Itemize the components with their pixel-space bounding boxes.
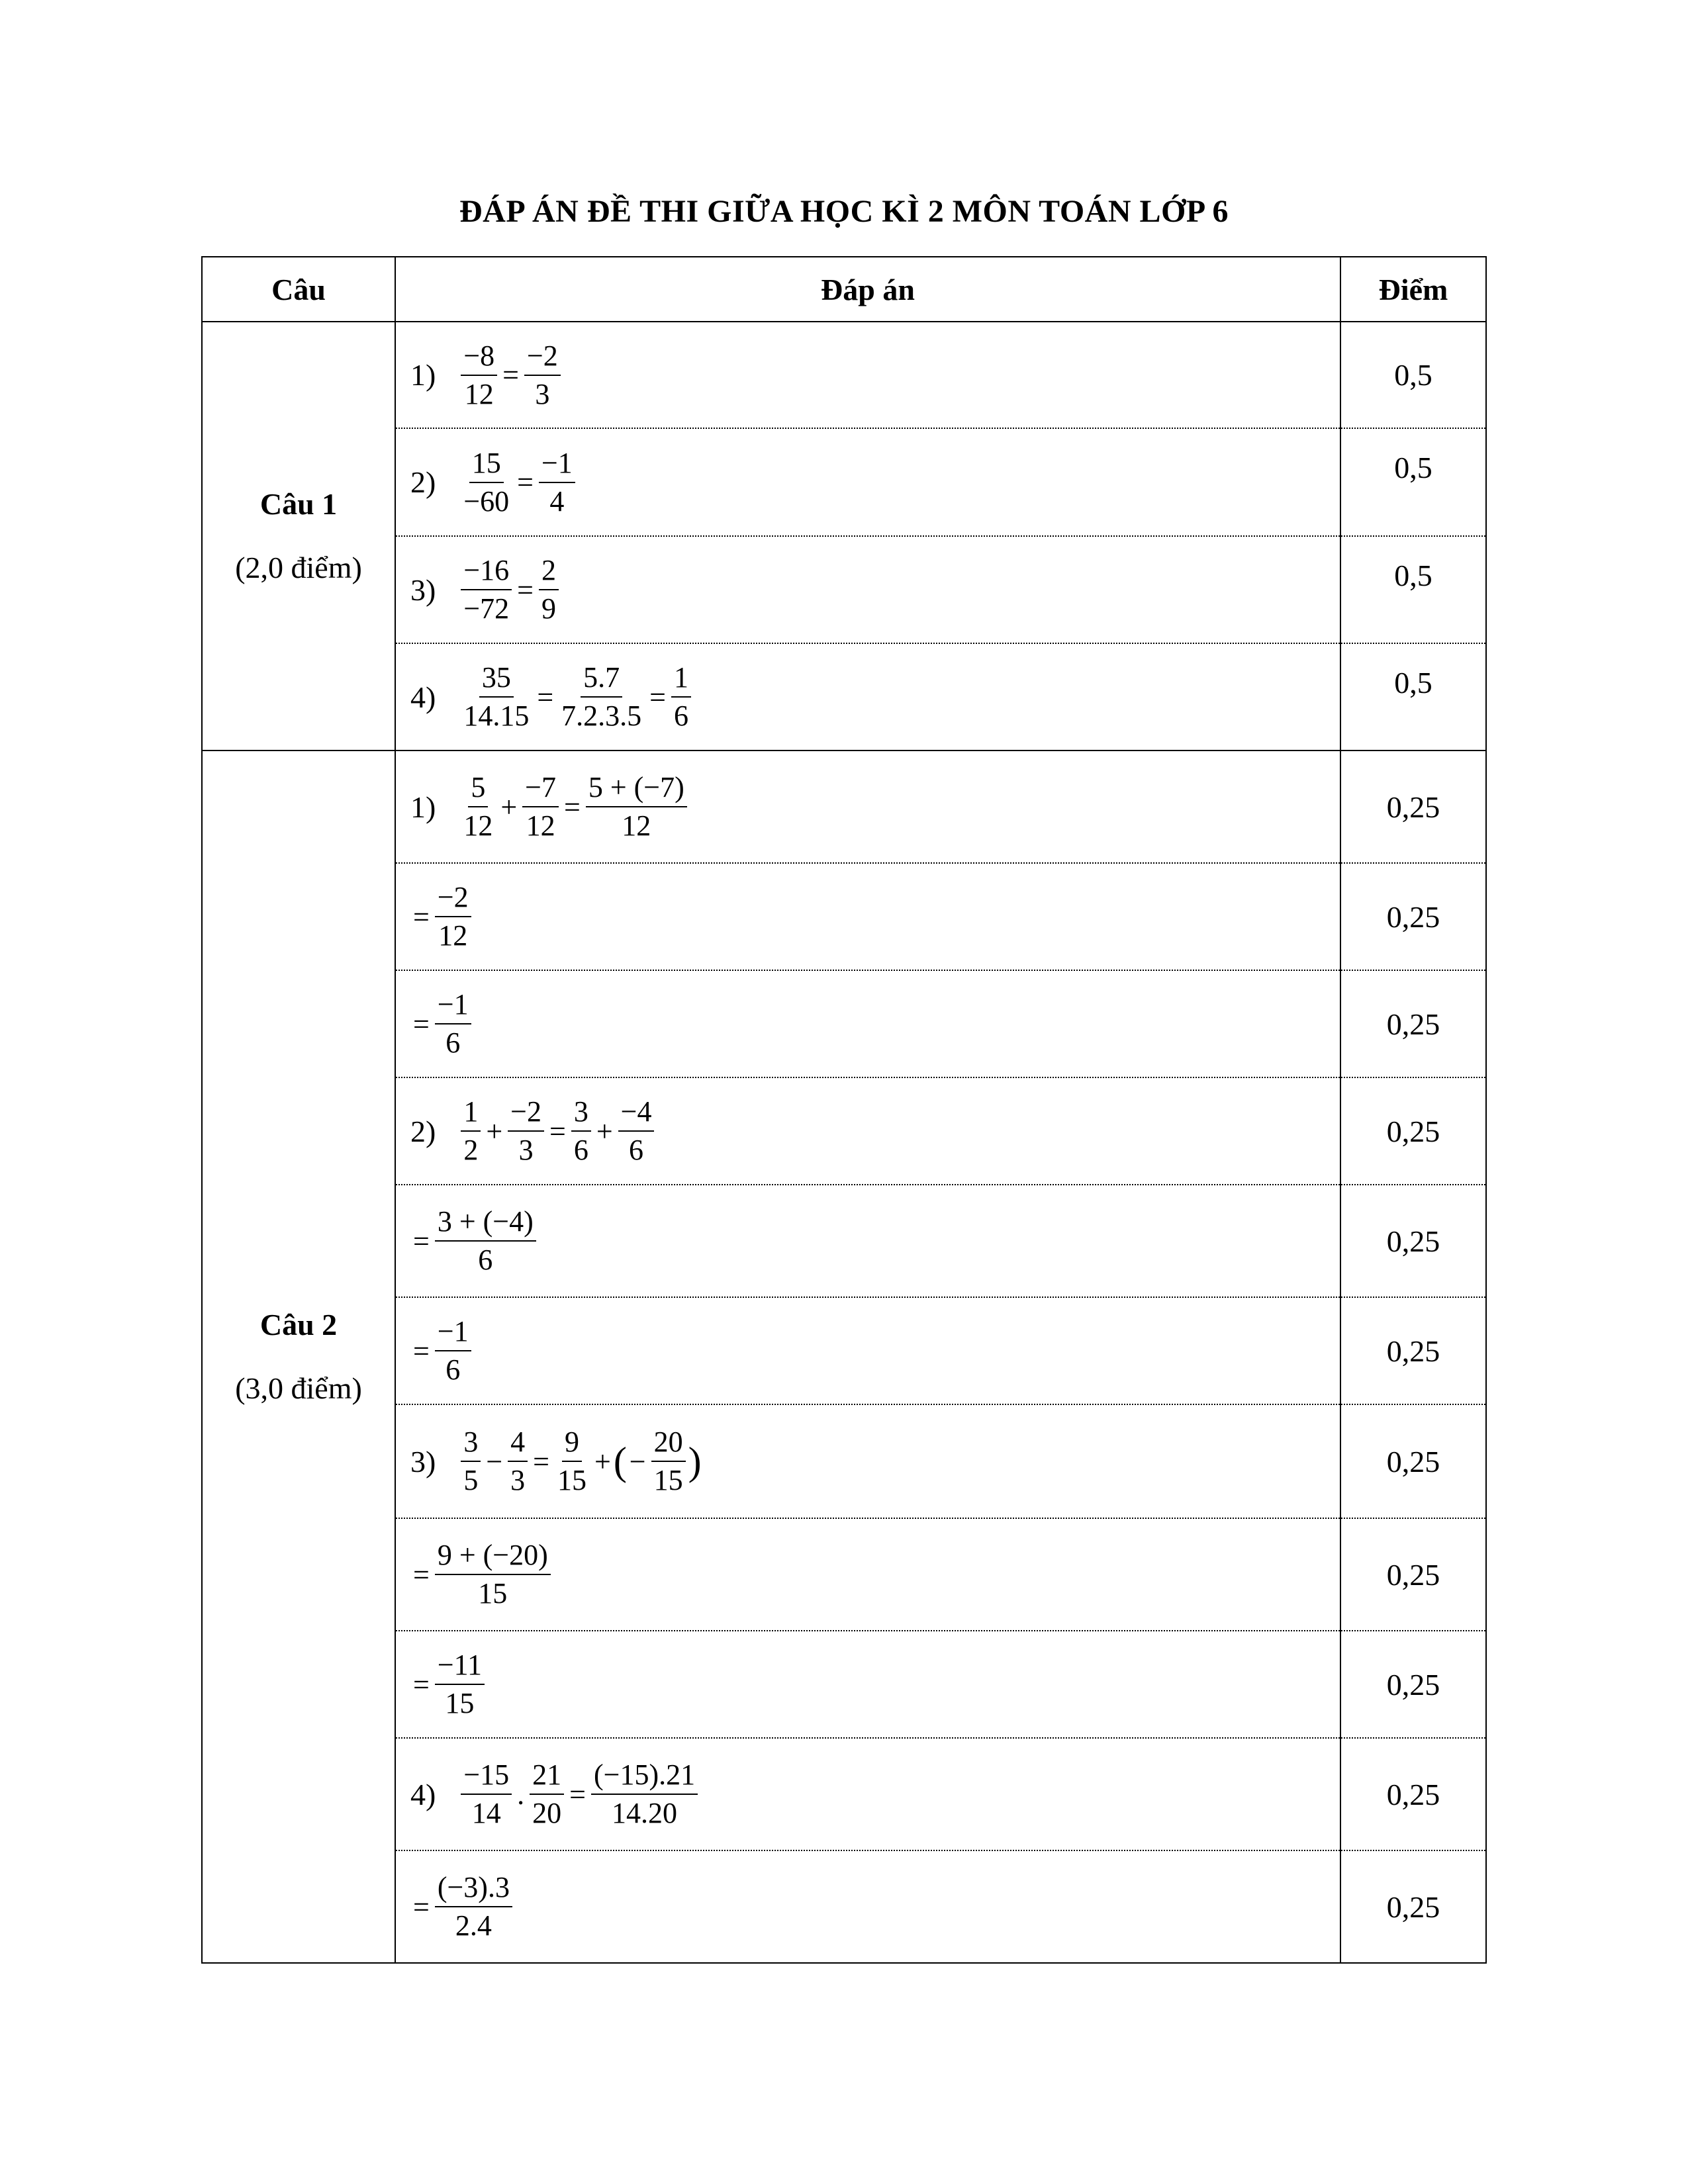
fraction: $\frac{4}{3}$ — [508, 1428, 528, 1495]
score-cell: 0,5 — [1340, 536, 1486, 643]
item-label: 4) — [410, 680, 436, 714]
fraction: $\frac{2}{9}$ — [539, 556, 559, 623]
answer-cell: = $\frac{-2}{12}$ — [395, 863, 1340, 970]
fraction: $\frac{-4}{6}$ — [618, 1097, 655, 1165]
page-title: ĐÁP ÁN ĐỀ THI GIỮA HỌC KÌ 2 MÔN TOÁN LỚP 6 — [459, 194, 1229, 229]
answer-cell: = $\frac{(-3).3}{2.4}$ — [395, 1850, 1340, 1963]
fraction: $\frac{-15}{14}$ — [461, 1760, 512, 1828]
answer-cell: = $\frac{-1}{6}$ — [395, 1297, 1340, 1404]
score-cell: 0,25 — [1340, 970, 1486, 1077]
fraction: $\frac{-1}{6}$ — [435, 990, 471, 1058]
score-cell: 0,5 — [1340, 428, 1486, 536]
score-cell: 0,25 — [1340, 1077, 1486, 1185]
question-name: Câu 1 — [259, 487, 338, 521]
fraction: $\frac{-1}{4}$ — [539, 449, 575, 516]
fraction: $\frac{3}{5}$ — [461, 1428, 481, 1495]
score-cell: 0,25 — [1340, 1404, 1486, 1518]
fraction: $\frac{-11}{15}$ — [435, 1651, 485, 1718]
fraction: $\frac{15}{-60}$ — [463, 446, 510, 518]
header-dap-an: Đáp án — [395, 257, 1340, 322]
header-cau: Câu — [202, 257, 395, 322]
fraction: $\frac{20}{15}$ — [651, 1428, 686, 1495]
score-cell: 0,5 — [1340, 322, 1486, 428]
answer-cell: 1) $\frac{5}{12}$ + $\frac{-7}{12}$ = $\frac{5 + (-7)}{12}$ — [395, 751, 1340, 863]
negative-group: ( − $\frac{20}{15}$ ) — [613, 1426, 702, 1496]
fraction: $\frac{35}{14.15}$ — [463, 661, 530, 732]
score-cell: 0,25 — [1340, 863, 1486, 970]
fraction: $\frac{3 + (-4)}{6}$ — [435, 1207, 536, 1275]
question-cell-cau2 — [202, 751, 395, 1963]
fraction: $\frac{9 + (-20)}{15}$ — [435, 1541, 551, 1608]
score-cell: 0,25 — [1340, 1518, 1486, 1631]
answer-cell: 1) $\frac{-8}{12}$ = $\frac{-2}{3}$ — [395, 322, 1340, 428]
item-label: 3) — [410, 572, 436, 607]
fraction: $\frac{-7}{12}$ — [522, 773, 559, 841]
answer-cell: 4) $\frac{35}{14.15}$ = $\frac{5.7}{7.2.3.5}$ = $\frac{1}{6}$ — [395, 643, 1340, 751]
answer-cell: 3) $\frac{-16}{-72}$ = $\frac{2}{9}$ — [395, 536, 1340, 643]
table-row — [202, 751, 1486, 863]
fraction: $\frac{-2}{12}$ — [435, 883, 471, 950]
question-points: (3,0 điểm) — [235, 1371, 362, 1405]
fraction: $\frac{-8}{12}$ — [461, 341, 497, 409]
answer-cell: 2) $\frac{15}{-60}$ = $\frac{-1}{4}$ — [395, 428, 1340, 536]
fraction: $\frac{(-15).21}{14.20}$ — [591, 1760, 698, 1828]
table-row — [202, 322, 1486, 428]
answer-cell: 4) $\frac{-15}{14}$ . $\frac{21}{20}$ = $\frac{(-15).21}{14.20}$ — [395, 1738, 1340, 1850]
question-name: Câu 2 — [259, 1308, 338, 1342]
answer-cell: 2) $\frac{1}{2}$ + $\frac{-2}{3}$ = $\frac{3}{6}$ + $\frac{-4}{6}$ — [395, 1077, 1340, 1185]
item-label: 3) — [410, 1444, 436, 1479]
answer-cell: 3) $\frac{3}{5}$ − $\frac{4}{3}$ = $\frac{9}{15}$ + ( − $\frac{20}{15}$ ) — [395, 1404, 1340, 1518]
fraction: $\frac{(-3).3}{2.4}$ — [435, 1873, 512, 1940]
score-cell: 0,25 — [1340, 1185, 1486, 1297]
table-header-row — [202, 257, 1486, 322]
fraction: $\frac{1}{6}$ — [671, 663, 691, 731]
fraction: $\frac{21}{20}$ — [530, 1760, 564, 1828]
fraction: $\frac{-2}{3}$ — [508, 1097, 544, 1165]
fraction: $\frac{1}{2}$ — [461, 1097, 481, 1165]
answer-cell: = $\frac{9 + (-20)}{15}$ — [395, 1518, 1340, 1631]
score-cell: 0,25 — [1340, 1631, 1486, 1738]
fraction: $\frac{-1}{6}$ — [435, 1317, 471, 1385]
fraction: $\frac{-16}{-72}$ — [461, 556, 512, 623]
score-cell: 0,25 — [1340, 1850, 1486, 1963]
fraction: $\frac{5.7}{7.2.3.5}$ — [561, 661, 642, 732]
score-cell: 0,5 — [1340, 643, 1486, 751]
fraction: $\frac{-2}{3}$ — [524, 341, 561, 409]
item-label: 2) — [410, 1114, 436, 1148]
fraction: $\frac{9}{15}$ — [557, 1426, 586, 1496]
score-cell: 0,25 — [1340, 1297, 1486, 1404]
item-label: 1) — [410, 790, 436, 824]
question-cell-cau1 — [202, 322, 395, 751]
fraction: $\frac{5 + (-7)}{12}$ — [586, 773, 687, 841]
item-label: 1) — [410, 358, 436, 392]
fraction: $\frac{5}{12}$ — [463, 771, 493, 842]
answer-cell: = $\frac{-11}{15}$ — [395, 1631, 1340, 1738]
item-label: 4) — [410, 1777, 436, 1811]
question-points: (2,0 điểm) — [235, 551, 362, 584]
answer-cell: = $\frac{-1}{6}$ — [395, 970, 1340, 1077]
answer-table — [201, 256, 1487, 1964]
item-label: 2) — [410, 465, 436, 499]
score-cell: 0,25 — [1340, 1738, 1486, 1850]
score-cell: 0,25 — [1340, 751, 1486, 863]
answer-cell: = $\frac{3 + (-4)}{6}$ — [395, 1185, 1340, 1297]
fraction: $\frac{3}{6}$ — [571, 1097, 591, 1165]
header-diem: Điểm — [1340, 257, 1486, 322]
